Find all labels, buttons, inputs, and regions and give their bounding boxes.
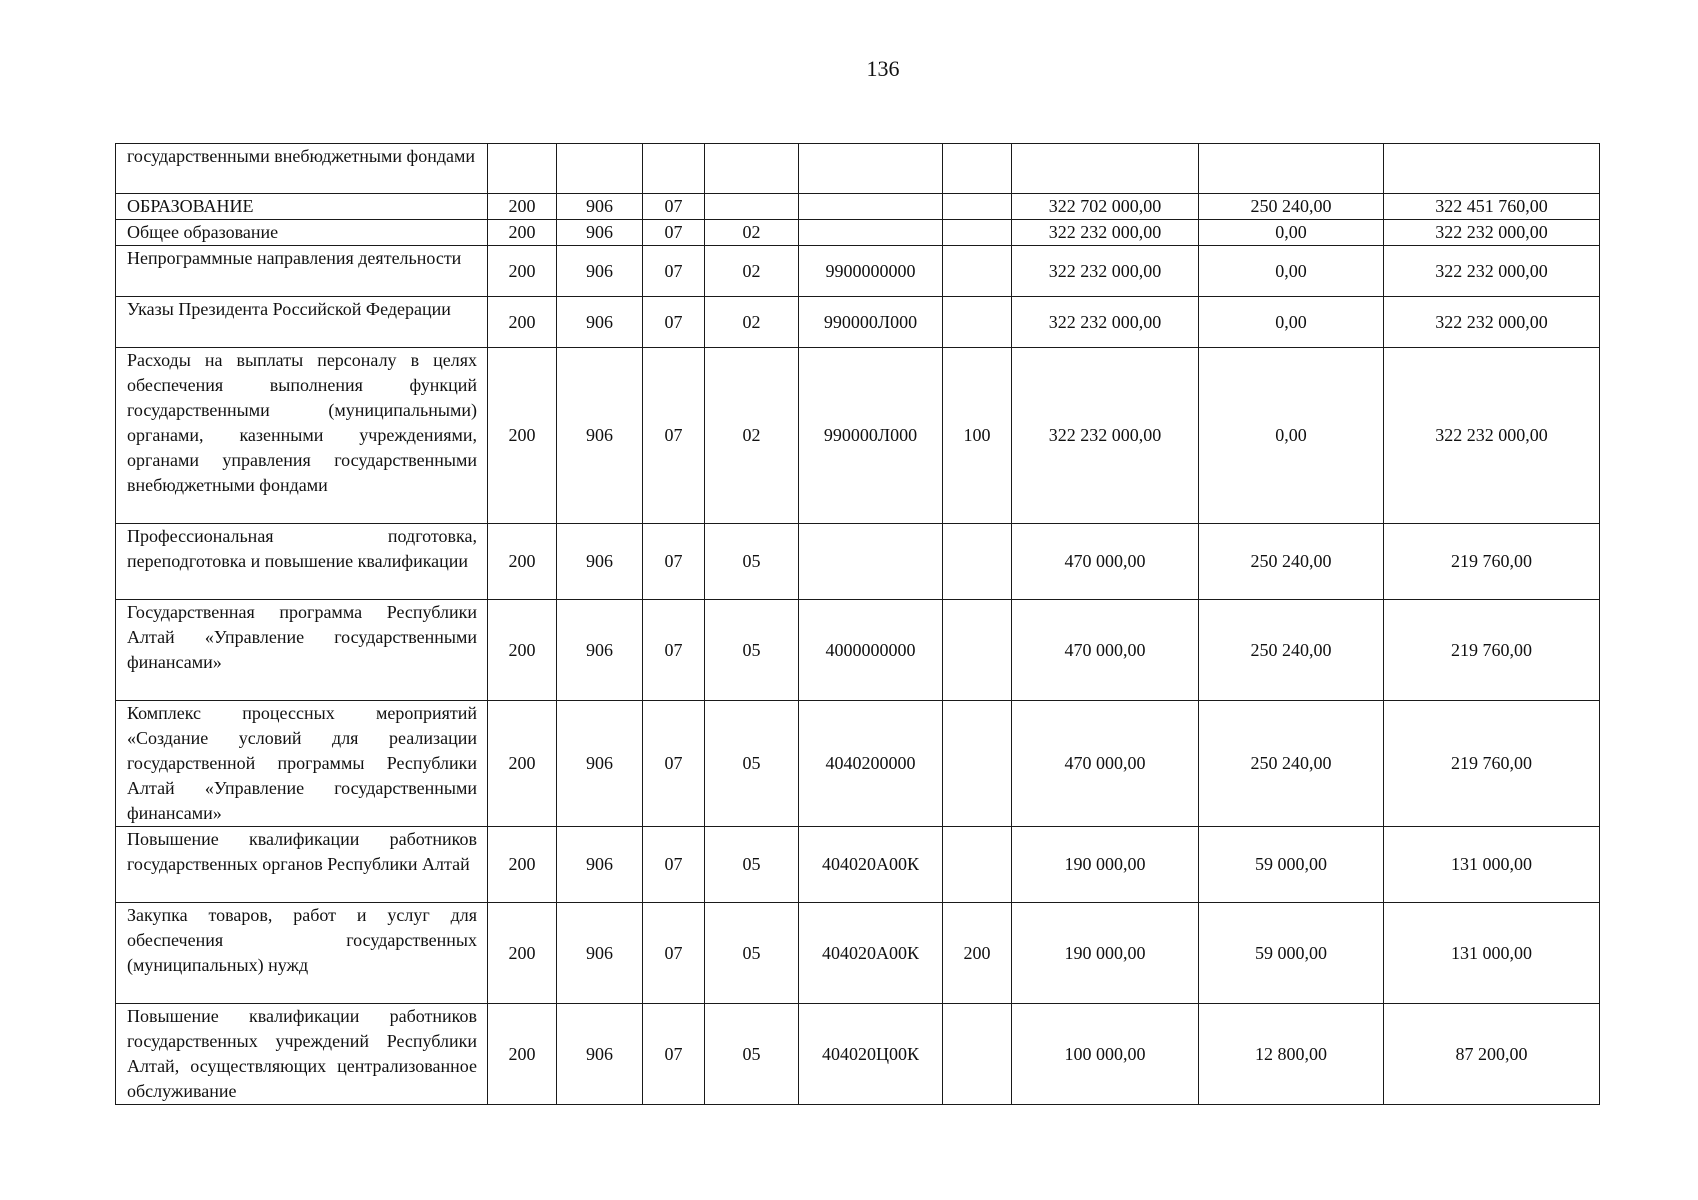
table-row <box>116 1004 1600 1105</box>
ministry-code-cell: 906 <box>557 524 643 600</box>
grbs-code-cell: 200 <box>488 194 557 220</box>
ministry-code-cell: 906 <box>557 827 643 903</box>
amount-1-cell: 322 232 000,00 <box>1012 220 1199 246</box>
expense-type-cell <box>943 701 1012 827</box>
grbs-code-cell: 200 <box>488 348 557 524</box>
subsection-code-cell: 05 <box>705 701 799 827</box>
amount-3-cell: 322 232 000,00 <box>1384 297 1600 348</box>
table-row <box>116 246 1600 297</box>
subsection-code-cell: 02 <box>705 220 799 246</box>
amount-2-cell: 59 000,00 <box>1199 827 1384 903</box>
row-name-cell: Профессиональная подготовка, переподготовка и повышение квалификации <box>116 524 488 600</box>
section-code-cell: 07 <box>643 220 705 246</box>
target-article-cell: 404020Ц00К <box>799 1004 943 1105</box>
amount-2-cell: 250 240,00 <box>1199 701 1384 827</box>
amount-2-cell: 12 800,00 <box>1199 1004 1384 1105</box>
amount-3-cell: 219 760,00 <box>1384 600 1600 701</box>
amount-1-cell: 322 232 000,00 <box>1012 246 1199 297</box>
row-name-cell: государственными внебюджетными фондами <box>116 144 488 194</box>
section-code-cell: 07 <box>643 246 705 297</box>
amount-3-cell: 322 232 000,00 <box>1384 246 1600 297</box>
target-article-cell <box>799 220 943 246</box>
subsection-code-cell: 05 <box>705 827 799 903</box>
grbs-code-cell <box>488 144 557 194</box>
expense-type-cell <box>943 524 1012 600</box>
amount-2-cell: 59 000,00 <box>1199 903 1384 1004</box>
subsection-code-cell: 02 <box>705 246 799 297</box>
section-code-cell: 07 <box>643 827 705 903</box>
target-article-cell: 404020А00К <box>799 903 943 1004</box>
subsection-code-cell: 02 <box>705 348 799 524</box>
amount-3-cell: 87 200,00 <box>1384 1004 1600 1105</box>
grbs-code-cell: 200 <box>488 903 557 1004</box>
target-article-cell: 990000Л000 <box>799 297 943 348</box>
amount-1-cell: 322 232 000,00 <box>1012 297 1199 348</box>
ministry-code-cell: 906 <box>557 1004 643 1105</box>
expense-type-cell: 100 <box>943 348 1012 524</box>
amount-2-cell <box>1199 144 1384 194</box>
section-code-cell <box>643 144 705 194</box>
amount-3-cell: 322 232 000,00 <box>1384 348 1600 524</box>
row-name-cell: Непрограммные направления деятельности <box>116 246 488 297</box>
grbs-code-cell: 200 <box>488 600 557 701</box>
target-article-cell: 4040200000 <box>799 701 943 827</box>
amount-1-cell: 190 000,00 <box>1012 903 1199 1004</box>
ministry-code-cell: 906 <box>557 194 643 220</box>
row-name-cell: Общее образование <box>116 220 488 246</box>
table-row <box>116 194 1600 220</box>
amount-1-cell: 322 232 000,00 <box>1012 348 1199 524</box>
row-name-cell: Закупка товаров, работ и услуг для обеспечения государственных (муниципальных) нужд <box>116 903 488 1004</box>
table-row <box>116 297 1600 348</box>
amount-2-cell: 0,00 <box>1199 246 1384 297</box>
row-name-cell: Комплекс процессных мероприятий «Создание условий для реализации государственной программы Республики Алтай «Управление государственными финансами» <box>116 701 488 827</box>
table-row <box>116 220 1600 246</box>
subsection-code-cell: 05 <box>705 903 799 1004</box>
amount-3-cell <box>1384 144 1600 194</box>
grbs-code-cell: 200 <box>488 701 557 827</box>
row-name-cell: Повышение квалификации работников государственных органов Республики Алтай <box>116 827 488 903</box>
subsection-code-cell: 05 <box>705 524 799 600</box>
amount-2-cell: 250 240,00 <box>1199 524 1384 600</box>
amount-3-cell: 131 000,00 <box>1384 827 1600 903</box>
amount-1-cell: 322 702 000,00 <box>1012 194 1199 220</box>
amount-1-cell: 470 000,00 <box>1012 701 1199 827</box>
amount-3-cell: 219 760,00 <box>1384 701 1600 827</box>
amount-3-cell: 322 232 000,00 <box>1384 220 1600 246</box>
section-code-cell: 07 <box>643 348 705 524</box>
table-row <box>116 903 1600 1004</box>
table-row <box>116 348 1600 524</box>
target-article-cell: 404020А00К <box>799 827 943 903</box>
amount-1-cell: 190 000,00 <box>1012 827 1199 903</box>
section-code-cell: 07 <box>643 600 705 701</box>
target-article-cell: 4000000000 <box>799 600 943 701</box>
amount-3-cell: 219 760,00 <box>1384 524 1600 600</box>
grbs-code-cell: 200 <box>488 220 557 246</box>
expense-type-cell <box>943 297 1012 348</box>
amount-2-cell: 0,00 <box>1199 348 1384 524</box>
expense-type-cell <box>943 220 1012 246</box>
target-article-cell <box>799 194 943 220</box>
expense-type-cell <box>943 194 1012 220</box>
ministry-code-cell: 906 <box>557 903 643 1004</box>
subsection-code-cell <box>705 144 799 194</box>
table-row <box>116 701 1600 827</box>
amount-3-cell: 322 451 760,00 <box>1384 194 1600 220</box>
amount-1-cell: 100 000,00 <box>1012 1004 1199 1105</box>
target-article-cell: 990000Л000 <box>799 348 943 524</box>
row-name-cell: Повышение квалификации работников государственных учреждений Республики Алтай, осуществляющих централизованное обслуживание <box>116 1004 488 1105</box>
ministry-code-cell: 906 <box>557 348 643 524</box>
target-article-cell: 9900000000 <box>799 246 943 297</box>
budget-table <box>115 143 1600 1105</box>
target-article-cell <box>799 524 943 600</box>
subsection-code-cell: 02 <box>705 297 799 348</box>
amount-1-cell: 470 000,00 <box>1012 524 1199 600</box>
grbs-code-cell: 200 <box>488 524 557 600</box>
table-row <box>116 600 1600 701</box>
ministry-code-cell: 906 <box>557 220 643 246</box>
table-row <box>116 144 1600 194</box>
row-name-cell: ОБРАЗОВАНИЕ <box>116 194 488 220</box>
section-code-cell: 07 <box>643 297 705 348</box>
grbs-code-cell: 200 <box>488 246 557 297</box>
subsection-code-cell: 05 <box>705 600 799 701</box>
section-code-cell: 07 <box>643 1004 705 1105</box>
subsection-code-cell: 05 <box>705 1004 799 1105</box>
expense-type-cell <box>943 246 1012 297</box>
page-number: 136 <box>866 56 900 81</box>
ministry-code-cell: 906 <box>557 701 643 827</box>
expense-type-cell <box>943 1004 1012 1105</box>
amount-2-cell: 250 240,00 <box>1199 600 1384 701</box>
table-row <box>116 827 1600 903</box>
grbs-code-cell: 200 <box>488 1004 557 1105</box>
row-name-cell: Государственная программа Республики Алтай «Управление государственными финансами» <box>116 600 488 701</box>
ministry-code-cell <box>557 144 643 194</box>
row-name-cell: Указы Президента Российской Федерации <box>116 297 488 348</box>
section-code-cell: 07 <box>643 194 705 220</box>
ministry-code-cell: 906 <box>557 246 643 297</box>
expense-type-cell: 200 <box>943 903 1012 1004</box>
expense-type-cell <box>943 827 1012 903</box>
target-article-cell <box>799 144 943 194</box>
section-code-cell: 07 <box>643 524 705 600</box>
expense-type-cell <box>943 144 1012 194</box>
amount-2-cell: 0,00 <box>1199 297 1384 348</box>
ministry-code-cell: 906 <box>557 297 643 348</box>
expense-type-cell <box>943 600 1012 701</box>
grbs-code-cell: 200 <box>488 297 557 348</box>
amount-1-cell <box>1012 144 1199 194</box>
amount-2-cell: 250 240,00 <box>1199 194 1384 220</box>
subsection-code-cell <box>705 194 799 220</box>
amount-3-cell: 131 000,00 <box>1384 903 1600 1004</box>
grbs-code-cell: 200 <box>488 827 557 903</box>
section-code-cell: 07 <box>643 701 705 827</box>
amount-2-cell: 0,00 <box>1199 220 1384 246</box>
section-code-cell: 07 <box>643 903 705 1004</box>
amount-1-cell: 470 000,00 <box>1012 600 1199 701</box>
budget-table-body <box>116 144 1600 1105</box>
row-name-cell: Расходы на выплаты персоналу в целях обеспечения выполнения функций государственными (муниципальными) органами, казенными учреждениями, органами управления государственными внебюджетными фондами <box>116 348 488 524</box>
ministry-code-cell: 906 <box>557 600 643 701</box>
table-row <box>116 524 1600 600</box>
